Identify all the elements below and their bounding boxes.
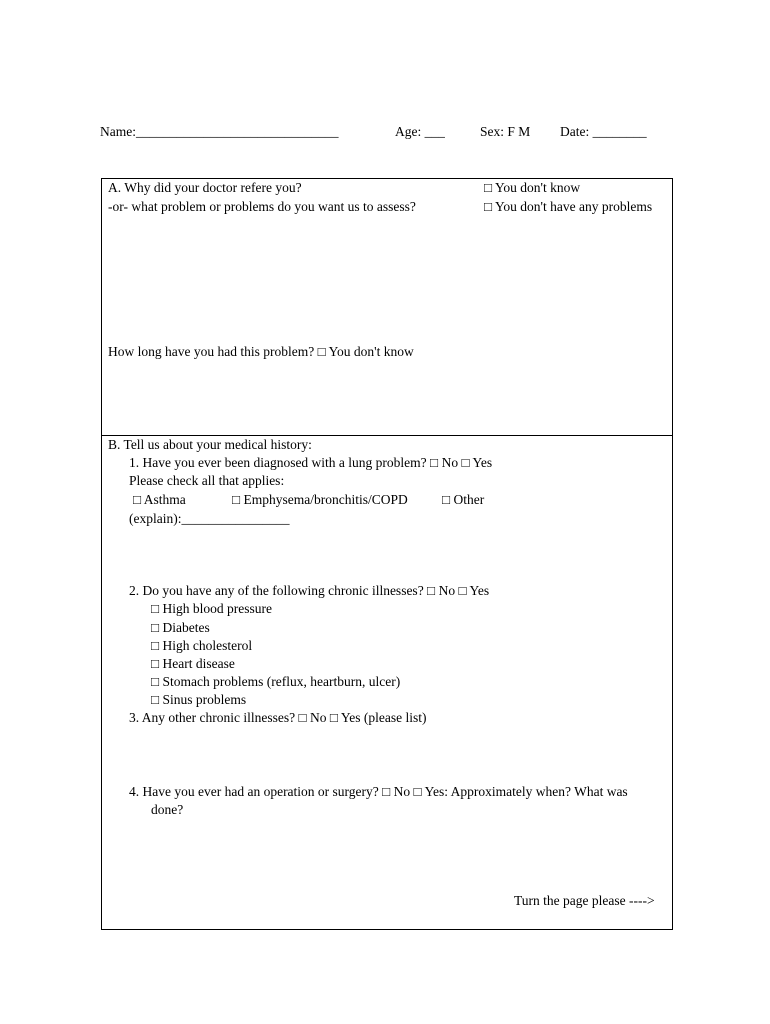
checkbox-dont-know[interactable]: □ You don't know	[484, 180, 581, 195]
date-field[interactable]: Date: ________	[560, 124, 647, 139]
checkbox-heart-disease[interactable]: □ Heart disease	[151, 656, 235, 671]
checkbox-high-blood-pressure[interactable]: □ High blood pressure	[151, 601, 273, 616]
checkbox-other[interactable]: □ Other	[442, 492, 485, 507]
explain-field[interactable]: (explain):________________	[129, 511, 290, 526]
turn-page-note: Turn the page please ---->	[514, 893, 655, 908]
surgery-question-line2: done?	[151, 802, 184, 817]
checkbox-no-problems[interactable]: □ You don't have any problems	[484, 199, 653, 214]
section-a-box	[101, 178, 673, 436]
surgery-question-line1[interactable]: 4. Have you ever had an operation or surgery? □ No □ Yes: Approximately when? What was	[129, 784, 628, 799]
name-field[interactable]: Name:______________________________	[100, 124, 339, 139]
chronic-illness-question[interactable]: 2. Do you have any of the following chronic illnesses? □ No □ Yes	[129, 583, 490, 598]
section-a-question-line1: A. Why did your doctor refere you?	[108, 180, 302, 195]
checkbox-diabetes[interactable]: □ Diabetes	[151, 620, 210, 635]
age-field[interactable]: Age: ___	[395, 124, 445, 139]
how-long-question[interactable]: How long have you had this problem? □ You don't know	[108, 344, 414, 359]
section-b-title: B. Tell us about your medical history:	[108, 437, 312, 452]
check-all-instruction: Please check all that applies:	[129, 473, 285, 488]
sex-field[interactable]: Sex: F M	[480, 124, 531, 139]
lung-problem-question[interactable]: 1. Have you ever been diagnosed with a lung problem? □ No □ Yes	[129, 455, 493, 470]
section-a-question-line2: -or- what problem or problems do you want us to assess?	[108, 199, 416, 214]
checkbox-sinus-problems[interactable]: □ Sinus problems	[151, 692, 247, 707]
checkbox-asthma[interactable]: □ Asthma	[133, 492, 186, 507]
checkbox-stomach-problems[interactable]: □ Stomach problems (reflux, heartburn, ulcer)	[151, 674, 401, 689]
checkbox-emphysema[interactable]: □ Emphysema/bronchitis/COPD	[232, 492, 408, 507]
other-chronic-illness-question[interactable]: 3. Any other chronic illnesses? □ No □ Yes (please list)	[129, 710, 427, 725]
checkbox-high-cholesterol[interactable]: □ High cholesterol	[151, 638, 253, 653]
